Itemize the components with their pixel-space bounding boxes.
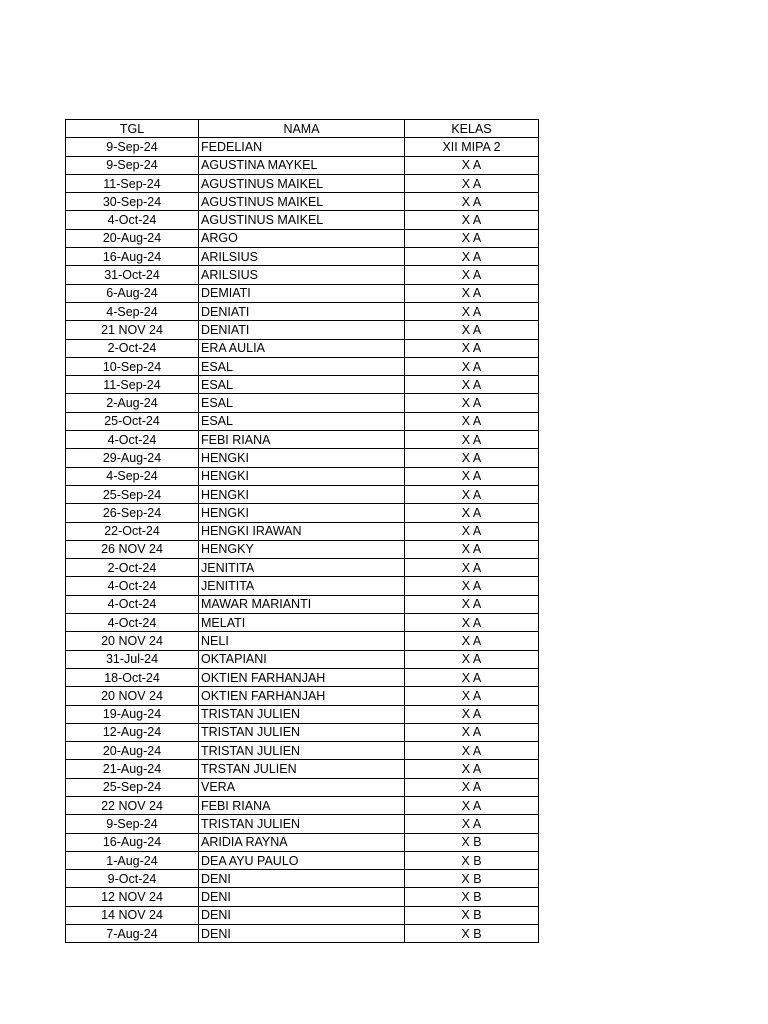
- cell-kelas[interactable]: X B: [405, 925, 539, 943]
- cell-tgl[interactable]: 18-Oct-24: [66, 668, 199, 686]
- cell-kelas[interactable]: X A: [405, 796, 539, 814]
- cell-nama[interactable]: ESAL: [199, 394, 405, 412]
- cell-nama[interactable]: AGUSTINUS MAIKEL: [199, 211, 405, 229]
- cell-nama[interactable]: ESAL: [199, 376, 405, 394]
- cell-kelas[interactable]: X A: [405, 650, 539, 668]
- header-kelas[interactable]: KELAS: [405, 120, 539, 138]
- cell-kelas[interactable]: X A: [405, 266, 539, 284]
- table-row: [66, 467, 539, 485]
- cell-nama[interactable]: HENGKY: [199, 540, 405, 558]
- cell-tgl[interactable]: 14 NOV 24: [66, 906, 199, 924]
- table-row: [66, 266, 539, 284]
- cell-tgl[interactable]: 12-Aug-24: [66, 723, 199, 741]
- cell-kelas[interactable]: X A: [405, 302, 539, 320]
- table-row: [66, 705, 539, 723]
- cell-nama[interactable]: VERA: [199, 778, 405, 796]
- cell-kelas[interactable]: X A: [405, 211, 539, 229]
- cell-kelas[interactable]: X A: [405, 376, 539, 394]
- table-header: [66, 120, 539, 138]
- table-row: [66, 888, 539, 906]
- cell-nama[interactable]: HENGKI: [199, 449, 405, 467]
- cell-nama[interactable]: ARILSIUS: [199, 266, 405, 284]
- cell-nama[interactable]: AGUSTINUS MAIKEL: [199, 174, 405, 192]
- cell-kelas[interactable]: X A: [405, 705, 539, 723]
- table-row: [66, 577, 539, 595]
- cell-kelas[interactable]: X A: [405, 467, 539, 485]
- cell-tgl[interactable]: 2-Oct-24: [66, 339, 199, 357]
- cell-tgl[interactable]: 29-Aug-24: [66, 449, 199, 467]
- table-row: [66, 174, 539, 192]
- cell-nama[interactable]: DENI: [199, 925, 405, 943]
- header-row: [66, 120, 539, 138]
- cell-kelas[interactable]: X A: [405, 394, 539, 412]
- cell-nama[interactable]: ERA AULIA: [199, 339, 405, 357]
- cell-nama[interactable]: OKTIEN FARHANJAH: [199, 668, 405, 686]
- cell-tgl[interactable]: 4-Oct-24: [66, 431, 199, 449]
- cell-nama[interactable]: FEDELIAN: [199, 138, 405, 156]
- cell-nama[interactable]: DEA AYU PAULO: [199, 851, 405, 869]
- table-row: [66, 284, 539, 302]
- cell-kelas[interactable]: X A: [405, 485, 539, 503]
- table-row: [66, 485, 539, 503]
- cell-tgl[interactable]: 21 NOV 24: [66, 321, 199, 339]
- cell-kelas[interactable]: X A: [405, 632, 539, 650]
- cell-tgl[interactable]: 10-Sep-24: [66, 357, 199, 375]
- header-nama[interactable]: NAMA: [199, 120, 405, 138]
- cell-nama[interactable]: DENI: [199, 906, 405, 924]
- cell-nama[interactable]: TRISTAN JULIEN: [199, 815, 405, 833]
- spreadsheet-page: [65, 119, 538, 943]
- cell-nama[interactable]: OKTIEN FARHANJAH: [199, 687, 405, 705]
- cell-tgl[interactable]: 22 NOV 24: [66, 796, 199, 814]
- table-row: [66, 211, 539, 229]
- cell-nama[interactable]: FEBI RIANA: [199, 431, 405, 449]
- table-row: [66, 321, 539, 339]
- cell-nama[interactable]: JENITITA: [199, 559, 405, 577]
- cell-nama[interactable]: OKTAPIANI: [199, 650, 405, 668]
- cell-tgl[interactable]: 9-Sep-24: [66, 156, 199, 174]
- table-row: [66, 687, 539, 705]
- cell-tgl[interactable]: 11-Sep-24: [66, 376, 199, 394]
- table-row: [66, 504, 539, 522]
- table-row: [66, 559, 539, 577]
- cell-kelas[interactable]: X A: [405, 284, 539, 302]
- cell-tgl[interactable]: 4-Oct-24: [66, 577, 199, 595]
- cell-kelas[interactable]: X A: [405, 339, 539, 357]
- table-row: [66, 595, 539, 613]
- cell-nama[interactable]: AGUSTINA MAYKEL: [199, 156, 405, 174]
- table-row: [66, 851, 539, 869]
- cell-kelas[interactable]: X A: [405, 723, 539, 741]
- cell-tgl[interactable]: 26-Sep-24: [66, 504, 199, 522]
- cell-tgl[interactable]: 20-Aug-24: [66, 229, 199, 247]
- cell-kelas[interactable]: X A: [405, 559, 539, 577]
- table-row: [66, 778, 539, 796]
- cell-tgl[interactable]: 31-Oct-24: [66, 266, 199, 284]
- table-row: [66, 632, 539, 650]
- table-row: [66, 870, 539, 888]
- cell-tgl[interactable]: 9-Oct-24: [66, 870, 199, 888]
- cell-nama[interactable]: HENGKI: [199, 467, 405, 485]
- table-row: [66, 833, 539, 851]
- table-row: [66, 668, 539, 686]
- cell-kelas[interactable]: X A: [405, 449, 539, 467]
- table-row: [66, 925, 539, 943]
- cell-nama[interactable]: ARIDIA RAYNA: [199, 833, 405, 851]
- cell-nama[interactable]: HENGKI IRAWAN: [199, 522, 405, 540]
- cell-nama[interactable]: DENIATI: [199, 321, 405, 339]
- cell-kelas[interactable]: X A: [405, 522, 539, 540]
- cell-tgl[interactable]: 25-Sep-24: [66, 485, 199, 503]
- cell-tgl[interactable]: 21-Aug-24: [66, 760, 199, 778]
- table-row: [66, 906, 539, 924]
- cell-nama[interactable]: DENI: [199, 870, 405, 888]
- cell-nama[interactable]: TRISTAN JULIEN: [199, 705, 405, 723]
- cell-kelas[interactable]: X A: [405, 687, 539, 705]
- cell-kelas[interactable]: X A: [405, 174, 539, 192]
- cell-tgl[interactable]: 7-Aug-24: [66, 925, 199, 943]
- table-row: [66, 412, 539, 430]
- table-row: [66, 431, 539, 449]
- cell-tgl[interactable]: 9-Sep-24: [66, 815, 199, 833]
- cell-nama[interactable]: TRSTAN JULIEN: [199, 760, 405, 778]
- table-body: [66, 138, 539, 943]
- table-row: [66, 229, 539, 247]
- cell-kelas[interactable]: X B: [405, 906, 539, 924]
- cell-tgl[interactable]: 2-Oct-24: [66, 559, 199, 577]
- cell-nama[interactable]: ESAL: [199, 357, 405, 375]
- cell-tgl[interactable]: 30-Sep-24: [66, 193, 199, 211]
- cell-tgl[interactable]: 9-Sep-24: [66, 138, 199, 156]
- cell-kelas[interactable]: X A: [405, 577, 539, 595]
- cell-tgl[interactable]: 31-Jul-24: [66, 650, 199, 668]
- cell-kelas[interactable]: X A: [405, 668, 539, 686]
- cell-tgl[interactable]: 6-Aug-24: [66, 284, 199, 302]
- cell-kelas[interactable]: X A: [405, 540, 539, 558]
- cell-kelas[interactable]: X A: [405, 778, 539, 796]
- cell-tgl[interactable]: 22-Oct-24: [66, 522, 199, 540]
- table-row: [66, 248, 539, 266]
- cell-nama[interactable]: DENI: [199, 888, 405, 906]
- cell-kelas[interactable]: X A: [405, 760, 539, 778]
- cell-nama[interactable]: FEBI RIANA: [199, 796, 405, 814]
- table-row: [66, 302, 539, 320]
- cell-tgl[interactable]: 4-Oct-24: [66, 595, 199, 613]
- cell-nama[interactable]: NELI: [199, 632, 405, 650]
- cell-nama[interactable]: ARILSIUS: [199, 248, 405, 266]
- cell-kelas[interactable]: X A: [405, 595, 539, 613]
- cell-tgl[interactable]: 26 NOV 24: [66, 540, 199, 558]
- cell-kelas[interactable]: X A: [405, 431, 539, 449]
- cell-kelas[interactable]: X B: [405, 851, 539, 869]
- table-row: [66, 339, 539, 357]
- attendance-table: [65, 119, 539, 943]
- cell-kelas[interactable]: X B: [405, 870, 539, 888]
- cell-tgl[interactable]: 25-Oct-24: [66, 412, 199, 430]
- table-row: [66, 723, 539, 741]
- table-row: [66, 449, 539, 467]
- cell-kelas[interactable]: X A: [405, 742, 539, 760]
- cell-kelas[interactable]: X A: [405, 412, 539, 430]
- cell-tgl[interactable]: 19-Aug-24: [66, 705, 199, 723]
- cell-nama[interactable]: TRISTAN JULIEN: [199, 723, 405, 741]
- cell-nama[interactable]: HENGKI: [199, 504, 405, 522]
- cell-tgl[interactable]: 4-Sep-24: [66, 302, 199, 320]
- cell-tgl[interactable]: 16-Aug-24: [66, 248, 199, 266]
- table-row: [66, 760, 539, 778]
- cell-tgl[interactable]: 4-Sep-24: [66, 467, 199, 485]
- table-row: [66, 357, 539, 375]
- cell-tgl[interactable]: 25-Sep-24: [66, 778, 199, 796]
- cell-tgl[interactable]: 12 NOV 24: [66, 888, 199, 906]
- table-row: [66, 193, 539, 211]
- cell-nama[interactable]: ARGO: [199, 229, 405, 247]
- cell-tgl[interactable]: 1-Aug-24: [66, 851, 199, 869]
- cell-tgl[interactable]: 16-Aug-24: [66, 833, 199, 851]
- cell-kelas[interactable]: X B: [405, 888, 539, 906]
- table-row: [66, 796, 539, 814]
- cell-kelas[interactable]: X A: [405, 815, 539, 833]
- cell-kelas[interactable]: X B: [405, 833, 539, 851]
- table-row: [66, 650, 539, 668]
- table-row: [66, 394, 539, 412]
- cell-nama[interactable]: MAWAR MARIANTI: [199, 595, 405, 613]
- cell-tgl[interactable]: 20-Aug-24: [66, 742, 199, 760]
- table-row: [66, 156, 539, 174]
- table-row: [66, 138, 539, 156]
- cell-kelas[interactable]: X A: [405, 156, 539, 174]
- table-row: [66, 614, 539, 632]
- cell-kelas[interactable]: X A: [405, 357, 539, 375]
- cell-nama[interactable]: MELATI: [199, 614, 405, 632]
- cell-tgl[interactable]: 20 NOV 24: [66, 687, 199, 705]
- cell-tgl[interactable]: 20 NOV 24: [66, 632, 199, 650]
- cell-kelas[interactable]: X A: [405, 614, 539, 632]
- table-row: [66, 742, 539, 760]
- table-row: [66, 540, 539, 558]
- header-tgl[interactable]: TGL: [66, 120, 199, 138]
- cell-kelas[interactable]: XII MIPA 2: [405, 138, 539, 156]
- table-row: [66, 376, 539, 394]
- cell-nama[interactable]: ESAL: [199, 412, 405, 430]
- table-row: [66, 815, 539, 833]
- cell-nama[interactable]: DENIATI: [199, 302, 405, 320]
- cell-tgl[interactable]: 11-Sep-24: [66, 174, 199, 192]
- cell-nama[interactable]: DEMIATI: [199, 284, 405, 302]
- cell-kelas[interactable]: X A: [405, 248, 539, 266]
- cell-nama[interactable]: TRISTAN JULIEN: [199, 742, 405, 760]
- cell-kelas[interactable]: X A: [405, 321, 539, 339]
- cell-tgl[interactable]: 2-Aug-24: [66, 394, 199, 412]
- cell-tgl[interactable]: 4-Oct-24: [66, 211, 199, 229]
- cell-nama[interactable]: JENITITA: [199, 577, 405, 595]
- cell-kelas[interactable]: X A: [405, 229, 539, 247]
- cell-nama[interactable]: HENGKI: [199, 485, 405, 503]
- table-row: [66, 522, 539, 540]
- cell-tgl[interactable]: 4-Oct-24: [66, 614, 199, 632]
- cell-kelas[interactable]: X A: [405, 193, 539, 211]
- cell-kelas[interactable]: X A: [405, 504, 539, 522]
- cell-nama[interactable]: AGUSTINUS MAIKEL: [199, 193, 405, 211]
